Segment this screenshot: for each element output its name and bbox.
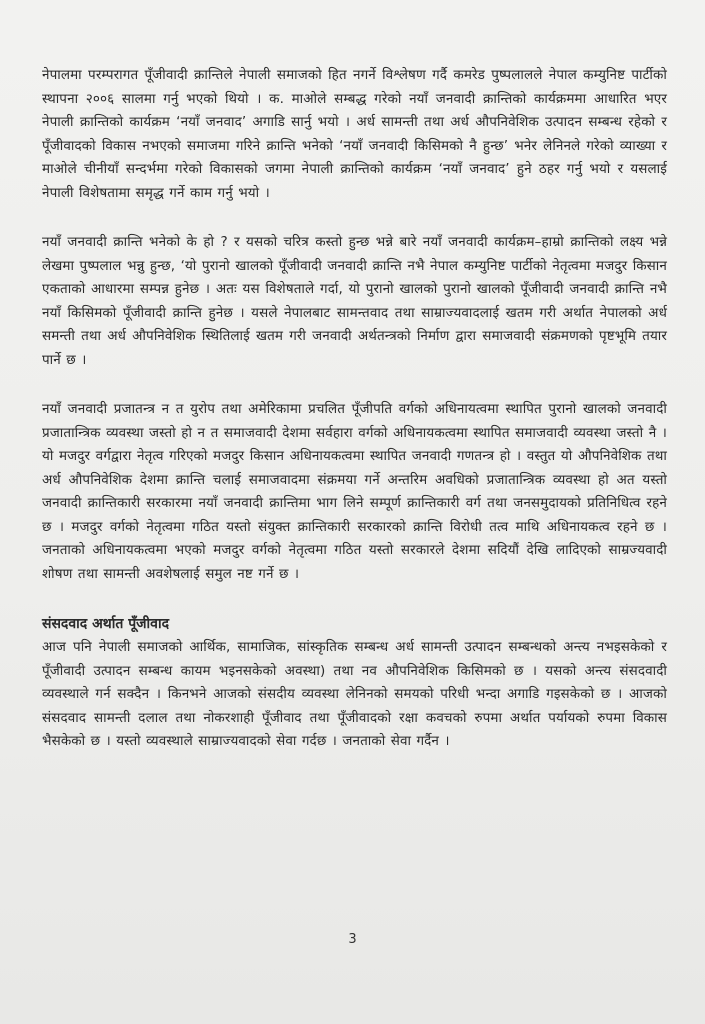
section-heading: संसदवाद अर्थात पूँजीवाद <box>42 616 170 632</box>
paragraph-1: नेपालमा परम्परागत पूँजीवादी क्रान्तिले नेपाली समाजको हित नगर्ने विश्लेषण गर्दै कमरेड पुष्पलालले नेपाल कम्युनिष्ट पार्टीको स्थापना २००६ सालमा गर्नु भएको थियो । क. माओले सम्बद्ध गरेको नयाँ जनवादी क्रान्तिको कार्यक्रममा आधारित भएर नेपाली क्रान्तिको कार्यक्रम ‘नयाँ जनवाद’ अगाडि सार्नु भयो । अर्ध सामन्ती तथा अर्ध औपनिवेशिक उत्पादन सम्बन्ध रहेको र पूँजीवादको विकास नभएको समाजमा गरिने क्रान्ति भनेको ‘नयाँ जनवादी किसिमको नै हुन्छ’ भनेर लेनिनले गरेको व्याख्या र माओले चीनीयाँ सन्दर्भमा गरेको विकासको जगमा नेपाली क्रान्तिको कार्यक्रम ‘नयाँ जनवाद’ हुने ठहर गर्नु भयो र यसलाई नेपाली विशेषतामा समृद्ध गर्ने काम गर्नु भयो । <box>42 67 667 201</box>
paragraph-2: नयाँ जनवादी क्रान्ति भनेको के हो ? र यसको चरित्र कस्तो हुन्छ भन्ने बारे नयाँ जनवादी कार्यक्रम–हाम्रो क्रान्तिको लक्ष्य भन्ने लेखमा पुष्पलाल भन्नु हुन्छ, ‘यो पुरानो खालको पूँजीवादी जनवादी क्रान्ति नभै नेपाल कम्युनिष्ट पार्टीको नेतृत्वमा मजदुर किसान एकताको आधारमा सम्पन्न हुनेछ । अतः यस विशेषताले गर्दा, यो पुरानो खालको पुरानो खालको पूँजीवादी जनवादी क्रान्ति नभै नयाँ किसिमको पूँजीवादी क्रान्ति हुनेछ । यसले नेपालबाट सामन्तवाद तथा साम्राज्यवादलाई खतम गरी अर्थात नेपालको अर्ध समन्ती तथा अर्ध औपनिवेशिक स्थितिलाई खतम गरी जनवादी अर्थतन्त्रको निर्माण द्वारा समाजवादी संक्रमणको पृष्टभूमि तयार पार्ने छ । <box>42 234 667 368</box>
page-number: 3 <box>348 932 357 947</box>
section-paragraph: आज पनि नेपाली समाजको आर्थिक, सामाजिक, सांस्कृतिक सम्बन्ध अर्ध सामन्ती उत्पादन सम्बन्धको अन्त्य नभइसकेको र पूँजीवादी उत्पादन सम्बन्ध कायम भइनसकेको अवस्था) तथा नव औपनिवेशिक किसिमको छ । यसको अन्त्य संसदवादी व्यवस्थाले गर्न सक्दैन । किनभने आजको संसदीय व्यवस्था लेनिनको समयको परिधी भन्दा अगाडि गइसकेको छ । आजको संसदवाद सामन्ती दलाल तथा नोकरशाही पूँजीवाद तथा पूँजीवादको रक्षा कवचको रुपमा अर्थात पर्यायको रुपमा विकास भैसकेको छ । यस्तो व्यवस्थाले साम्राज्यवादको सेवा गर्दछ । जनताको सेवा गर्दैन । <box>42 639 667 749</box>
paragraph-3: नयाँ जनवादी प्रजातन्त्र न त युरोप तथा अमेरिकामा प्रचलित पूँजीपति वर्गको अधिनायत्वमा स्थापित पुरानो खालको जनवादी प्रजातान्त्रिक व्यवस्था जस्तो हो न त समाजवादी देशमा सर्वहारा वर्गको अधिनायकत्वमा स्थापित समाजवादी व्यवस्था जस्तो नै । यो मजदुर वर्गद्वारा नेतृत्व गरिएको मजदुर किसान अधिनायकत्वमा स्थापित जनवादी गणतन्त्र हो । वस्तुत यो औपनिवेशिक तथा अर्ध औपनिवेशिक देशमा क्रान्ति चलाई समाजवादमा संक्रमया गर्ने अन्तरिम अवधिको प्रजातान्त्रिक व्यवस्था हो अत यस्तो जनवादी क्रान्तिकारी सरकारमा नयाँ जनवादी क्रान्तिमा भाग लिने सम्पूर्ण क्रान्तिकारी वर्ग तथा जनसमुदायको प्रतिनिधित्व रहने छ । मजदुर वर्गको नेतृत्वमा गठित यस्तो संयुक्त क्रान्तिकारी सरकारको क्रान्ति विरोधी तत्व माथि अधिनायकत्व रहने छ । जनताको अधिनायकत्वमा भएको मजदुर वर्गको नेतृत्वमा गठित यस्तो सरकारले देशमा सदियौं देखि लादिएको साम्रज्यवादी शोषण तथा सामन्ती अवशेषलाई समुल नष्ट गर्ने छ । <box>42 401 667 582</box>
page-content <box>42 64 667 780</box>
